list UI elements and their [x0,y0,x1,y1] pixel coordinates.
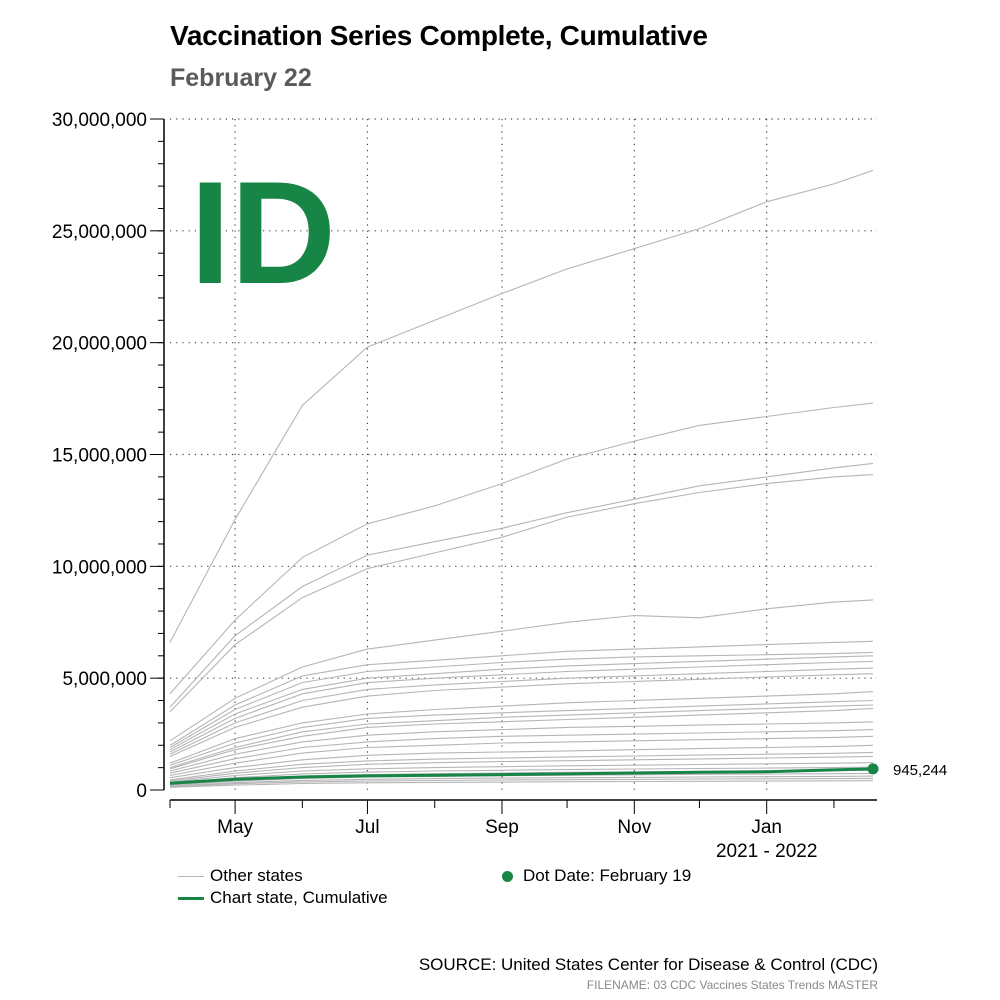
legend-chart-state-swatch [178,897,204,900]
legend-other-states-swatch [178,876,204,877]
y-tick-label: 10,000,000 [51,557,147,579]
other-state-line [170,674,873,757]
legend-chart-state-label: Chart state, Cumulative [210,888,388,907]
other-state-line [170,475,873,712]
y-tick-label: 0 [136,781,147,802]
x-tick-label: Jul [355,817,380,838]
y-tick-label: 25,000,000 [51,221,147,243]
y-tick-label: 30,000,000 [51,110,147,131]
legend-dot-icon [502,871,513,882]
x-tick-label: Nov [617,817,652,838]
chart-subtitle: February 22 [170,64,312,92]
y-tick-label: 5,000,000 [62,669,147,691]
x-tick-label: Sep [485,817,519,838]
legend-dot-date [502,866,691,886]
end-value-label: 945,244 [893,761,948,779]
filename-note: FILENAME: 03 CDC Vaccines States Trends MASTER [586,978,878,992]
other-state-line [170,600,873,741]
other-state-line [170,463,873,707]
y-tick-label: 20,000,000 [51,333,147,355]
legend-chart-state [178,888,388,908]
end-dot [868,763,879,774]
state-label: ID [190,151,336,314]
y-tick-label: 15,000,000 [51,445,147,467]
x-axis-label: 2021 - 2022 [715,841,818,862]
legend-other-states-label: Other states [210,866,303,885]
legend-dot-date-label: Dot Date: February 19 [523,866,692,885]
other-state-line [170,403,873,694]
source-note: SOURCE: United States Center for Disease & Control (CDC) [418,955,878,974]
other-state-line [170,701,873,766]
x-tick-label: May [217,817,254,838]
chart-title: Vaccination Series Complete, Cumulative [170,20,708,51]
x-tick-label: Jan [751,817,783,838]
legend-other-states [178,866,303,886]
